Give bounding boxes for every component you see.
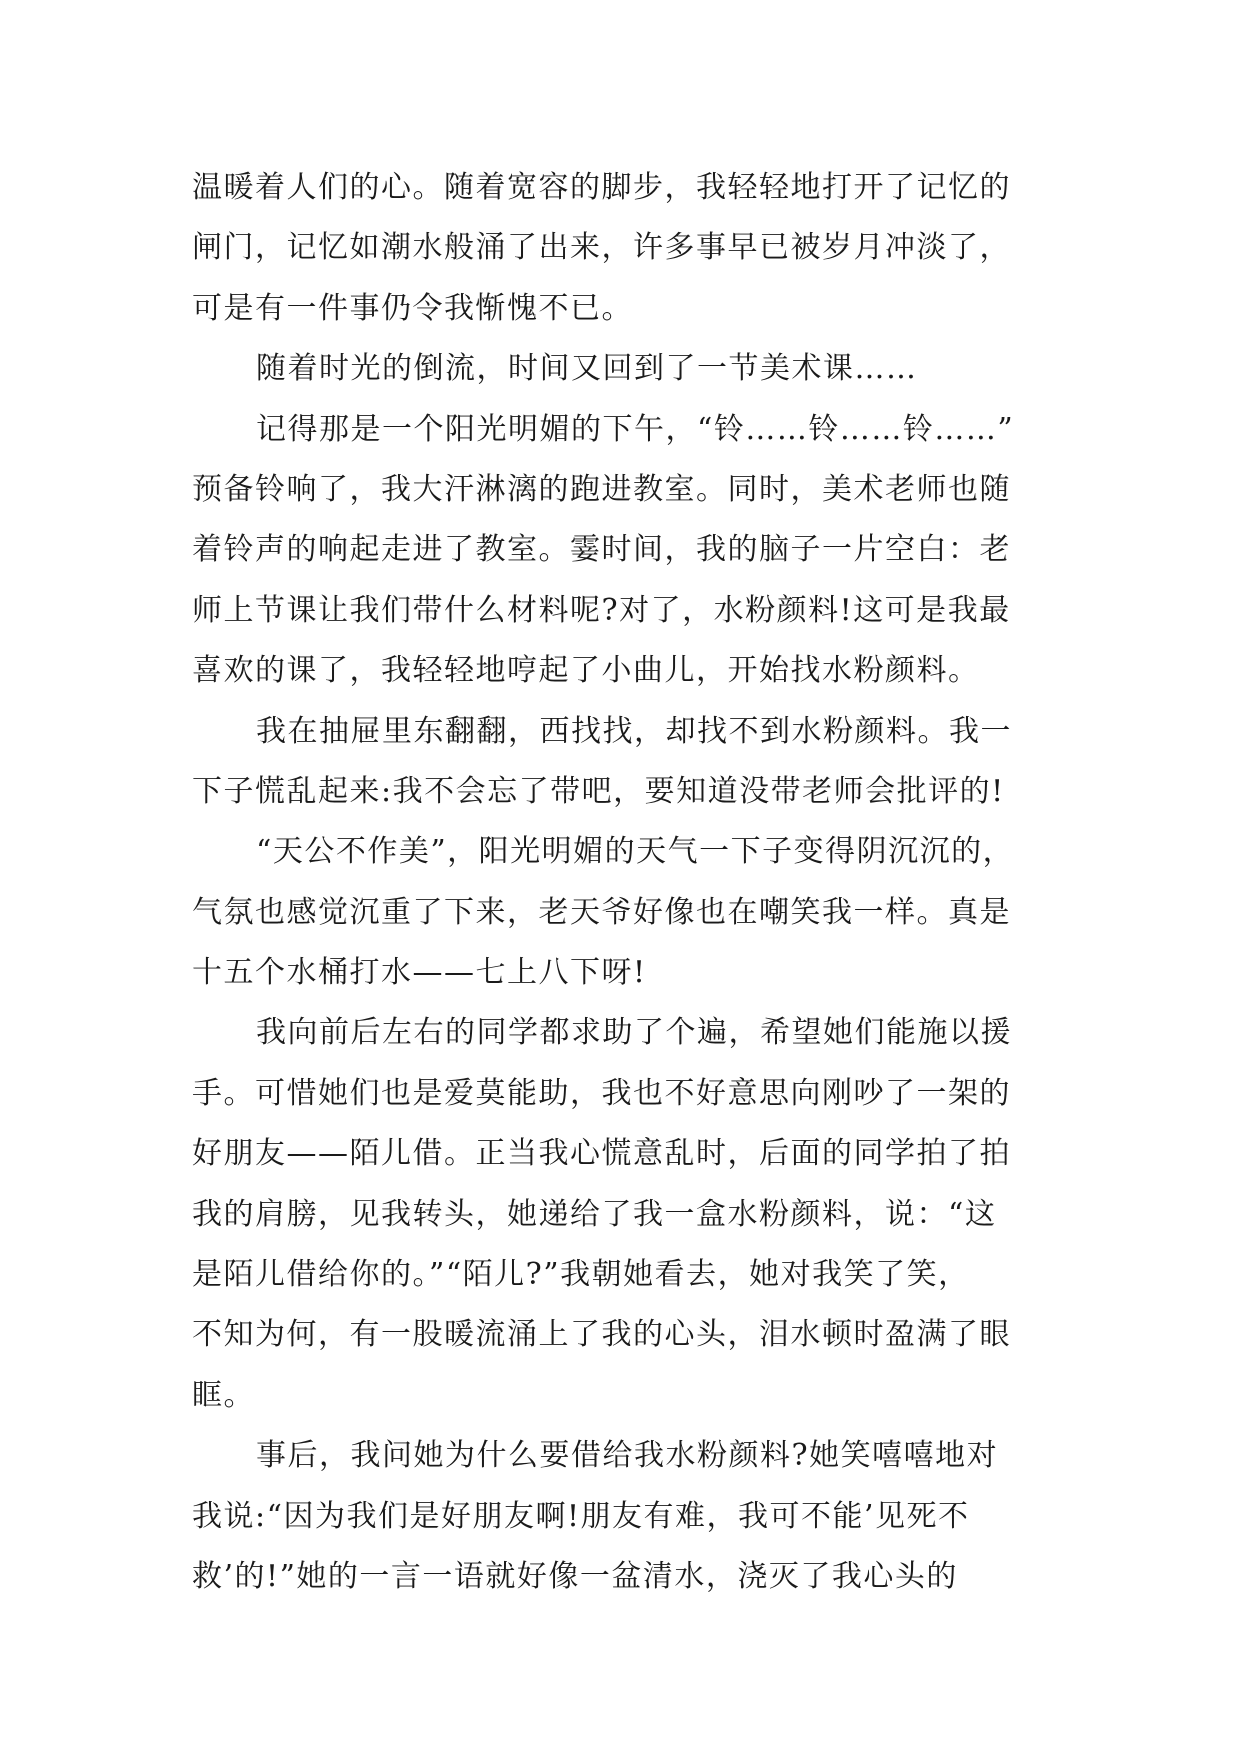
text-line: 我的肩膀，见我转头，她递给了我一盒水粉颜料，说：“这 [192, 1196, 997, 1232]
text-line: 我说:“因为我们是好朋友啊!朋友有难，我可不能’见死不 [192, 1498, 970, 1534]
text-line: 我在抽屉里东翻翻，西找找，却找不到水粉颜料。我一 [256, 713, 1012, 749]
text-line: 是陌儿借给你的。”“陌儿?”我朝她看去，她对我笑了笑， [192, 1257, 970, 1293]
text-line: 记得那是一个阳光明媚的下午，“铃……铃……铃……” [256, 411, 1015, 447]
text-line: 救’的!”她的一言一语就好像一盆清水，浇灭了我心头的 [192, 1558, 958, 1594]
text-line: 温暖着人们的心。随着宽容的脚步，我轻轻地打开了记忆的 [192, 170, 1011, 205]
text-line: 我向前后左右的同学都求助了个遍，希望她们能施以援 [256, 1015, 1012, 1051]
text-line: 预备铃响了，我大汗淋漓的跑进教室。同时，美术老师也随 [192, 471, 1011, 507]
text-line: “天公不作美”，阳光明媚的天气一下子变得阴沉沉的， [256, 834, 1015, 870]
text-line: 师上节课让我们带什么材料呢?对了，水粉颜料!这可是我最 [192, 592, 1011, 628]
text-line: 气氛也感觉沉重了下来，老天爷好像也在嘲笑我一样。真是 [192, 894, 1011, 930]
essay-body [192, 158, 1072, 1607]
text-line: 事后，我问她为什么要借给我水粉颜料?她笑嘻嘻地对 [256, 1438, 999, 1474]
text-line: 着铃声的响起走进了教室。霎时间，我的脑子一片空白：老 [192, 532, 1011, 568]
text-line: 十五个水桶打水——七上八下呀! [192, 955, 647, 991]
text-line: 眶。 [192, 1377, 255, 1413]
text-line: 可是有一件事仍令我惭愧不已。 [192, 290, 633, 326]
text-line: 好朋友——陌儿借。正当我心慌意乱时，后面的同学拍了拍 [192, 1136, 1011, 1172]
text-line: 随着时光的倒流，时间又回到了一节美术课…… [256, 351, 918, 387]
text-line: 不知为何，有一股暖流涌上了我的心头，泪水顿时盈满了眼 [192, 1317, 1011, 1353]
text-line: 手。可惜她们也是爱莫能助，我也不好意思向刚吵了一架的 [192, 1075, 1011, 1111]
text-line: 下子慌乱起来:我不会忘了带吧，要知道没带老师会批评的! [192, 773, 1005, 809]
text-line: 闸门，记忆如潮水般涌了出来，许多事早已被岁月冲淡了， [192, 230, 1011, 266]
text-line: 喜欢的课了，我轻轻地哼起了小曲儿，开始找水粉颜料。 [192, 653, 980, 689]
